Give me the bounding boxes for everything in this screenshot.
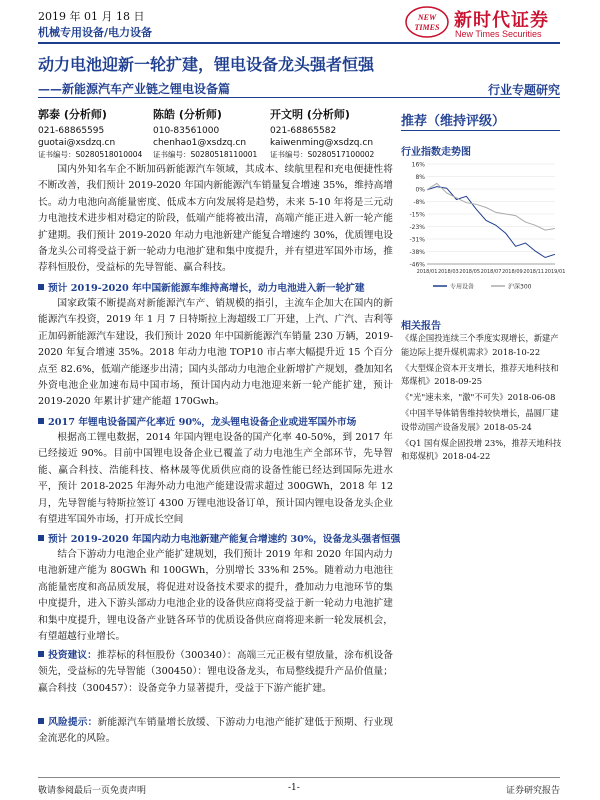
section-body — [38, 430, 393, 528]
bullet-square-icon — [38, 418, 44, 424]
investment-label: 投资建议： — [48, 650, 97, 661]
analyst-license: 证书编号：S0280518110001 — [153, 150, 258, 159]
x-tick-label: 2018/05 — [459, 269, 481, 275]
x-tick-label: 2018/03 — [437, 269, 459, 275]
analyst-name: 陈皓 (分析师) — [153, 108, 222, 121]
page-number: -1- — [288, 783, 300, 793]
x-tick-label: 2019/01 — [544, 269, 566, 275]
x-tick-label: 2018/11 — [523, 269, 545, 275]
section-heading — [38, 280, 393, 294]
related-report-item[interactable]: 《中国半导体销售维持较快增长，晶圆厂建设带动国产设备发展》2018-05-24 — [401, 407, 559, 432]
index-trend-chart — [401, 158, 566, 298]
y-tick-label: -15% — [409, 211, 425, 219]
analyst-card — [153, 109, 257, 161]
y-tick-label: 0% — [415, 186, 425, 194]
y-tick-label: -23% — [409, 224, 425, 231]
legend-label: 专用设备 — [450, 283, 475, 291]
analyst-license: 证书编号：S0280517100002 — [270, 150, 375, 159]
intro-text: 国内外知名车企不断加码新能源汽车领域，其成本、续航里程和充电便捷性将不断改善，我们预计 2019-2020 年国内新能源汽车销量复合增速 35%，维持高增长。动力电池向高能量密度、低成本方向发展将是趋势，未来 5-10 年将是三元动力电池技术进步相对稳定的阶段，低端产能将被出清，高端产能正进入新一轮产能扩建期。我们预计 2019-2020 年动力电池新建产能复合增速约 30%，优质锂电设备龙头公司将受益于新一轮动力电池扩建和集中度提升，并有望进军国外市场，推荐科恒股份，受益标的先导智能、赢合科技。 — [38, 164, 393, 274]
y-tick-label: -8% — [413, 199, 425, 206]
x-tick-label: 2018/09 — [501, 269, 523, 275]
section-body — [38, 547, 393, 645]
footer-report-label: 证券研究报告 — [505, 786, 560, 796]
analyst-phone: 010-83561000 — [153, 126, 220, 136]
analyst-card — [38, 109, 142, 161]
bullet-square-icon — [38, 651, 44, 657]
section-heading-text: 预计 2019-2020 年中国新能源车维持高增长，动力电池进入新一轮扩建 — [48, 283, 365, 294]
x-tick-label: 2018/01 — [416, 269, 438, 275]
investment-advice — [38, 648, 393, 697]
section-text: 根据高工锂电数据，2014 年国内锂电设备的国产化率 40-50%，到 2017 年已经接近 90%。目前中国锂电设备企业已覆盖了动力电池生产全部环节，先导智能、赢合科技、浩能科技、格林晟等优质供应商的设备性能已经达到国际先进水平，预计 2018-2025 年海外动力电池产能建设需求超过 300GWh，2018 年 12 月，先导智能与特斯拉签订 4300 万锂电池设备订单，预计国内锂电设备龙头企业有望进军国外市场，打开成长空间 — [38, 432, 393, 526]
report-title: 动力电池迎新一轮扩建，锂电设备龙头强者恒强 — [38, 55, 375, 74]
analyst-phone: 021-68865582 — [270, 126, 337, 136]
report-subtitle: ——新能源汽车产业链之锂电设备篇 — [38, 82, 231, 96]
analyst-email[interactable]: guotai@xsdzq.cn — [38, 138, 116, 148]
y-tick-label: -46% — [409, 261, 425, 269]
risk-warning — [38, 715, 393, 748]
related-report-item[interactable]: 《大型煤企资本开支增长，推荐天地科技和郑煤机》2018-09-25 — [401, 362, 559, 387]
y-tick-label: 16% — [411, 161, 425, 169]
related-reports-list — [401, 332, 562, 466]
investment-text: 推荐标的科恒股份（300340）：高端三元正极有望放量，涂布机设备领先，受益标的先导智能（300450）：锂电设备龙头，布局整线提升产品价值量；赢合科技（300457）：设备竞争力显著提升，受益于下游产能扩建。 — [38, 650, 393, 694]
analyst-email[interactable]: kaiwenming@xsdzq.cn — [270, 138, 374, 148]
related-reports-title: 相关报告 — [401, 321, 441, 332]
risk-label: 风险提示： — [48, 717, 98, 728]
risk-text: 新能源汽车销量增长放缓、下游动力电池产能扩建低于预期、行业现金流恶化的风险。 — [38, 717, 394, 745]
analyst-name: 开文明 (分析师) — [270, 108, 350, 121]
y-tick-label: -31% — [409, 236, 425, 244]
brand-name-en: New Times Securities — [455, 29, 542, 39]
y-tick-label: 8% — [415, 174, 425, 181]
section-body — [38, 296, 393, 411]
related-report-item[interactable]: 《Q1 国有煤企固投增 23%，推荐天地科技和郑煤机》2018-04-22 — [401, 437, 562, 462]
chart-title: 行业指数走势图 — [401, 147, 471, 158]
section-text: 国家政策不断提高对新能源汽车产、销规模的指引，主流车企加大在国内的新能源汽车投资，2019 年 1 月 7 日特斯拉上海超级工厂开建，上汽、广汽、吉利等正加码新能源汽车建设，我们预计 2020 年中国新能源汽车销量 230 万辆，2019-2020 年复合增速 35%。2018 年动力电池 TOP10 市占率大幅提升近 15 个百分点至 82.6%，低端产能逐步出清；国内头部动力电池企业新增扩产规划，叠加知名外资电池企业加速布局中国市场，预计国内动力电池迎来新一轮产能扩建，预计 2019-2020 年累计扩建产能超 170Gwh。 — [38, 298, 393, 408]
report-type: 行业专题研究 — [487, 83, 560, 97]
section-heading — [38, 531, 401, 545]
rating: 推荐（维持评级） — [401, 114, 506, 129]
logo-text-2: TIMES — [414, 23, 440, 32]
header-divider — [38, 42, 560, 44]
section-text: 结合下游动力电池企业产能扩建规划，我们预计 2019 年和 2020 年国内动力电池新建产能为 80GWh 和 100GWh，分别增长 33%和 25%。随着动力电池往高能量密度和高品质发展，将促进对设备技术要求的提升，叠加动力电池环节的集中度提升，进入下游头部动力电池企业的设备供应商将受益于新一轮动力电池扩建和集中度提升，锂电设备产业链各环节的优质设备供应商将迎来新一轮发展机会，有望超越行业增长。 — [38, 549, 393, 643]
analyst-name: 郭泰 (分析师) — [38, 108, 107, 121]
report-date: 2019 年 01 月 18 日 — [38, 10, 145, 23]
brand-name-cn: 新时代证券 — [454, 10, 549, 31]
industry-category: 机械专用设备/电力设备 — [38, 26, 153, 39]
subtitle-divider — [38, 97, 560, 98]
logo-text-1: NEW — [417, 13, 437, 22]
footer-divider — [38, 777, 560, 778]
related-report-item[interactable]: 《"光"速未来，"激"不可失》2018-06-08 — [401, 392, 556, 403]
bullet-square-icon — [38, 284, 44, 290]
section-heading-text: 预计 2019-2020 年国内动力电池新建产能复合增速约 30%，设备龙头强者恒强 — [48, 534, 401, 545]
x-tick-label: 2018/07 — [480, 269, 502, 275]
analyst-license: 证书编号：S0280518010004 — [38, 150, 143, 159]
y-tick-label: -38% — [409, 249, 425, 256]
legend-label: 沪深300 — [508, 283, 532, 291]
footer-disclaimer: 敬请参阅最后一页免责声明 — [38, 786, 147, 796]
intro-paragraph — [38, 162, 393, 277]
analyst-email[interactable]: chenhao1@xsdzq.cn — [153, 138, 247, 148]
related-report-item[interactable]: 《煤企国投连续三个季度实现增长，新建产能边际上提升煤机需求》2018-10-22 — [401, 333, 559, 357]
series-line — [427, 187, 555, 258]
section-heading-text: 2017 年锂电设备国产化率近 90%，龙头锂电设备企业或进军国外市场 — [48, 417, 357, 428]
bullet-square-icon — [38, 718, 44, 724]
section-heading — [38, 414, 393, 428]
bullet-square-icon — [38, 535, 44, 541]
rating-divider — [401, 130, 560, 131]
brand-logo-icon — [405, 6, 449, 38]
analyst-phone: 021-68865595 — [38, 126, 105, 136]
analyst-card — [270, 109, 374, 161]
